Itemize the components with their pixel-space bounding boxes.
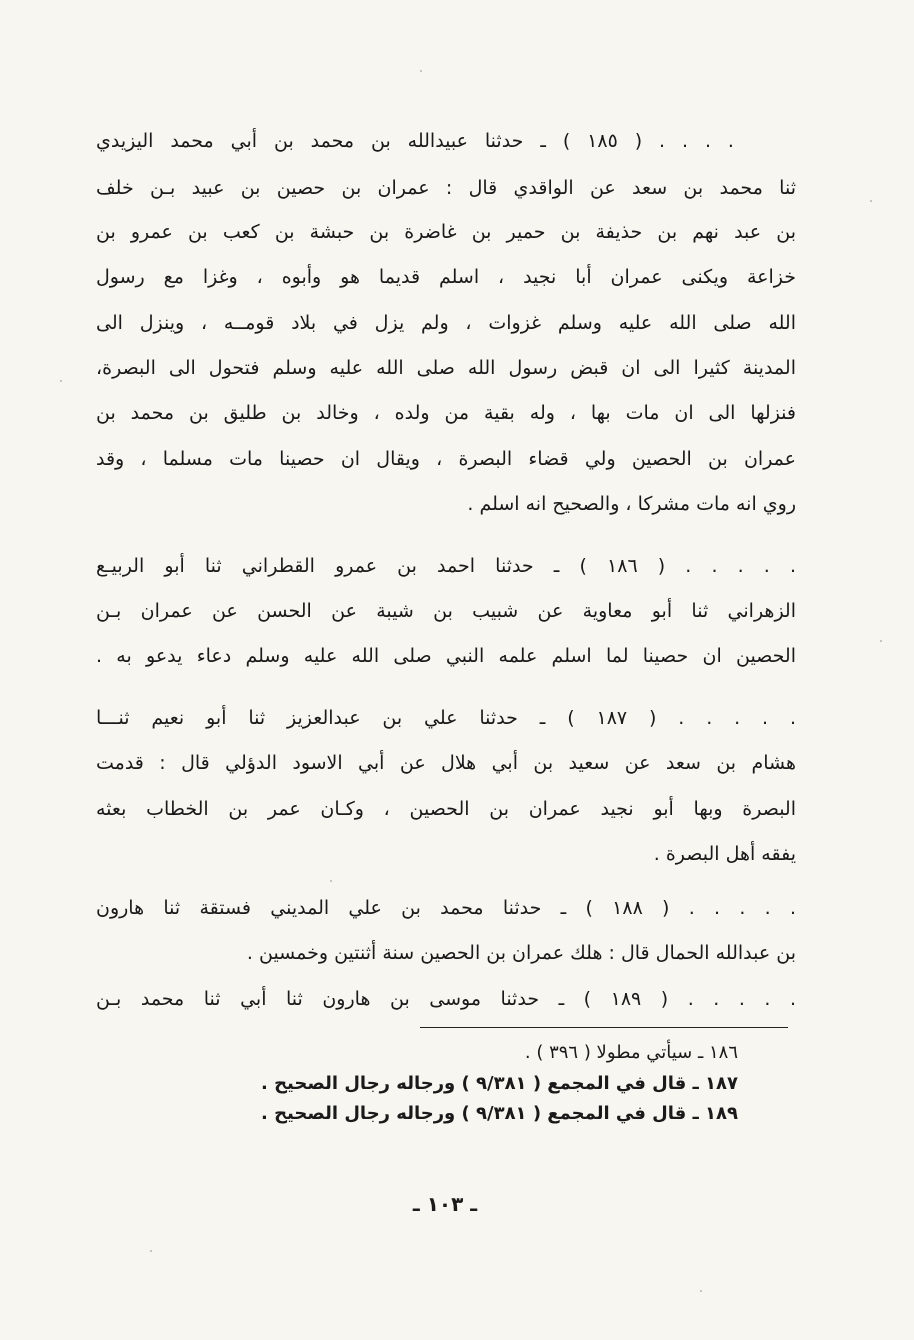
footnote-separator — [420, 1027, 788, 1028]
entry-187-line-2: هشام بن سعد عن سعيد بن أبي هلال عن أبي الاسود الدؤلي قال : قدمت — [96, 752, 796, 774]
entry-186-line-1: . . . . . ( ١٨٦ ) ـ حدثنا احمد بن عمرو القطراني ثنا أبو الربيـع — [96, 555, 796, 577]
page-number: ـ ١٠٣ ـ — [412, 1192, 478, 1216]
footnote-186: ١٨٦ ـ سيأتي مطولا ( ٣٩٦ ) . — [524, 1042, 738, 1063]
entry-185-line-6: المدينة كثيرا الى ان قبض رسول الله صلى الله عليه وسلم فتحول الى البصرة، — [96, 357, 796, 379]
entry-187-line-4: يفقه أهل البصرة . — [653, 843, 796, 865]
entry-186-line-2: الزهراني ثنا أبو معاوية عن شبيب بن شيبة عن الحسن عن عمران بـن — [96, 600, 796, 622]
entry-185-line-8: عمران بن الحصين ولي قضاء البصرة ، ويقال ان حصينا مات مسلما ، وقد — [96, 448, 796, 470]
entry-185-line-5: الله صلى الله عليه وسلم غزوات ، ولم يزل في بلاد قومــه ، وينزل الى — [96, 312, 796, 334]
entry-188-line-2: بن عبدالله الحمال قال : هلك عمران بن الحصين سنة أثنتين وخمسين . — [246, 942, 796, 964]
entry-187-line-1: . . . . . ( ١٨٧ ) ـ حدثنا علي بن عبدالعزيز ثنا أبو نعيم ثنـــا — [96, 707, 796, 729]
entry-188-line-1: . . . . . ( ١٨٨ ) ـ حدثنا محمد بن علي المديني فستقة ثنا هارون — [96, 897, 796, 919]
entry-185-line-1: . . . . ( ١٨٥ ) ـ حدثنا عبيدالله بن محمد بن أبي محمد اليزيدي — [96, 130, 734, 152]
entry-185-line-3: بن عبد نهم بن حذيفة بن حمير بن غاضرة بن حبشة بن كعب بن عمرو بن — [96, 221, 796, 243]
entry-185-line-9: روي انه مات مشركا ، والصحيح انه اسلم . — [467, 493, 796, 515]
entry-185-line-2: ثنا محمد بن سعد عن الواقدي قال : عمران بن حصين بن عبيد بـن خلف — [96, 177, 796, 199]
entry-185-line-7: فنزلها الى ان مات بها ، وله بقية من ولده ، وخالد بن طليق بن محمد بن — [96, 402, 796, 424]
entry-189-line-1: . . . . . ( ١٨٩ ) ـ حدثنا موسى بن هارون ثنا أبي ثنا محمد بـن — [96, 988, 796, 1010]
entry-186-line-3: الحصين ان حصينا لما اسلم علمه النبي صلى الله عليه وسلم دعاء يدعو به . — [96, 645, 796, 667]
entry-187-line-3: البصرة وبها أبو نجيد عمران بن الحصين ، وكـان عمر بن الخطاب بعثه — [96, 798, 796, 820]
footnote-187: ١٨٧ ـ قال في المجمع ( ٩/٣٨١ ) ورجاله رجال الصحيح . — [260, 1073, 738, 1094]
footnote-189: ١٨٩ ـ قال في المجمع ( ٩/٣٨١ ) ورجاله رجال الصحيح . — [260, 1103, 738, 1124]
entry-185-line-4: خزاعة ويكنى عمران أبا نجيد ، اسلم قديما هو وأبوه ، وغزا مع رسول — [96, 266, 796, 288]
